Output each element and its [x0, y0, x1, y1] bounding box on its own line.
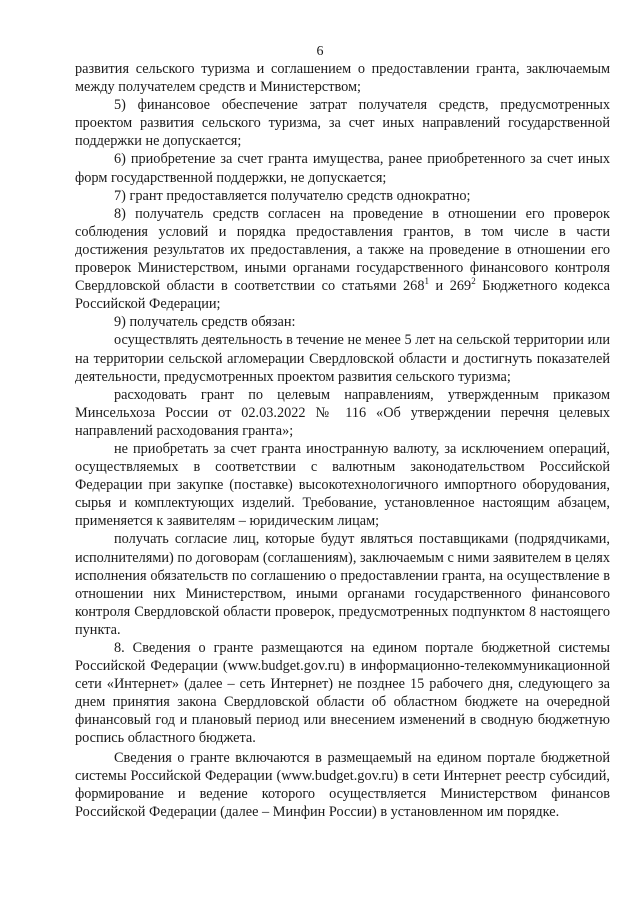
paragraph-obligation-grant-use: расходовать грант по целевым направлениям, утвержденным приказом Минсельхоза России от 02.03.2022 № 116 «Об утверждении перечня целевых направлений расходования гранта»;: [75, 386, 610, 439]
paragraph-item-8: [75, 205, 610, 314]
paragraph-registry: Сведения о гранте включаются в размещаемый на едином портале бюджетной системы Российской Федерации (www.budget.gov.ru) в сети Интернет реестр субсидий, формирование и ведение которого осуществляется Министерством финансов Российской Федерации (далее – Минфин России) в установленном им порядке.: [75, 749, 610, 820]
superscript-2: 2: [471, 276, 476, 287]
superscript-1: 1: [424, 276, 429, 287]
paragraph-item-6: 6) приобретение за счет гранта имущества, ранее приобретенного за счет иных форм государственной поддержки, не допускается;: [75, 151, 610, 186]
paragraph-obligation-currency: не приобретать за счет гранта иностранную валюту, за исключением операций, осуществляемых в соответствии с валютным законодательством Российской Федерации при закупке (поставке) высокотехнологичного импортного оборудования, сырья и комплектующих изделий. Требование, установленное настоящим абзацем, применяется к заявителям – юридическим лицам;: [75, 440, 610, 530]
paragraph-continuation: развития сельского туризма и соглашением о предоставлении гранта, заключаемым между получателем средств и Министерством;: [75, 61, 610, 96]
document-body: [75, 60, 610, 821]
paragraph-section-8: 8. Сведения о гранте размещаются на едином портале бюджетной системы Российской Федерации (www.budget.gov.ru) в информационно-телекоммуникационной сети «Интернет» (далее – сеть Интернет) не позднее 15 рабочего дня, следующего за днем принятия закона Свердловской области об областном бюджете на очередной финансовый год и плановый период или внесением изменений в сводную бюджетную роспись областного бюджета.: [75, 640, 610, 747]
paragraph-item-9: 9) получатель средств обязан:: [114, 314, 296, 331]
paragraph-obligation-consent: получать согласие лиц, которые будут являться поставщиками (подрядчиками, исполнителями) по договорам (соглашениям), заключаемым с ними заявителем в целях исполнения обязательств по соглашению о предоставлении гранта, на осуществление в отношении них Министерством, иными органами государственного финансового контроля Свердловской области проверок, предусмотренных подпунктом 8 настоящего пункта.: [75, 531, 610, 638]
paragraph-item-5: 5) финансовое обеспечение затрат получателя средств, предусмотренных проектом развития сельского туризма, за счет иных направлений государственной поддержки не допускается;: [75, 97, 610, 150]
item-8-middle: и 269: [428, 278, 472, 295]
paragraph-obligation-territory: осуществлять деятельность в течение не менее 5 лет на сельской территории или на территории сельской агломерации Свердловской области и достигнуть показателей деятельности, предусмотренных проектом развития сельского туризма;: [75, 332, 610, 385]
item-8-text: 8) получатель средств согласен на проведение в отношении его проверок соблюдения условий и порядка предоставления грантов, в том числе в части достижения результатов их предоставления, а также на проведение в отношении его проверок Министерством, иными органами государственного финансового контроля Свердловской области в соответствии со статьями 268: [75, 205, 610, 295]
paragraph-item-7: 7) грант предоставляется получателю средств однократно;: [114, 187, 471, 204]
page-number: 6: [316, 44, 324, 59]
item-8-end: Бюджетного кодекса Российской Федерации;: [75, 278, 611, 313]
